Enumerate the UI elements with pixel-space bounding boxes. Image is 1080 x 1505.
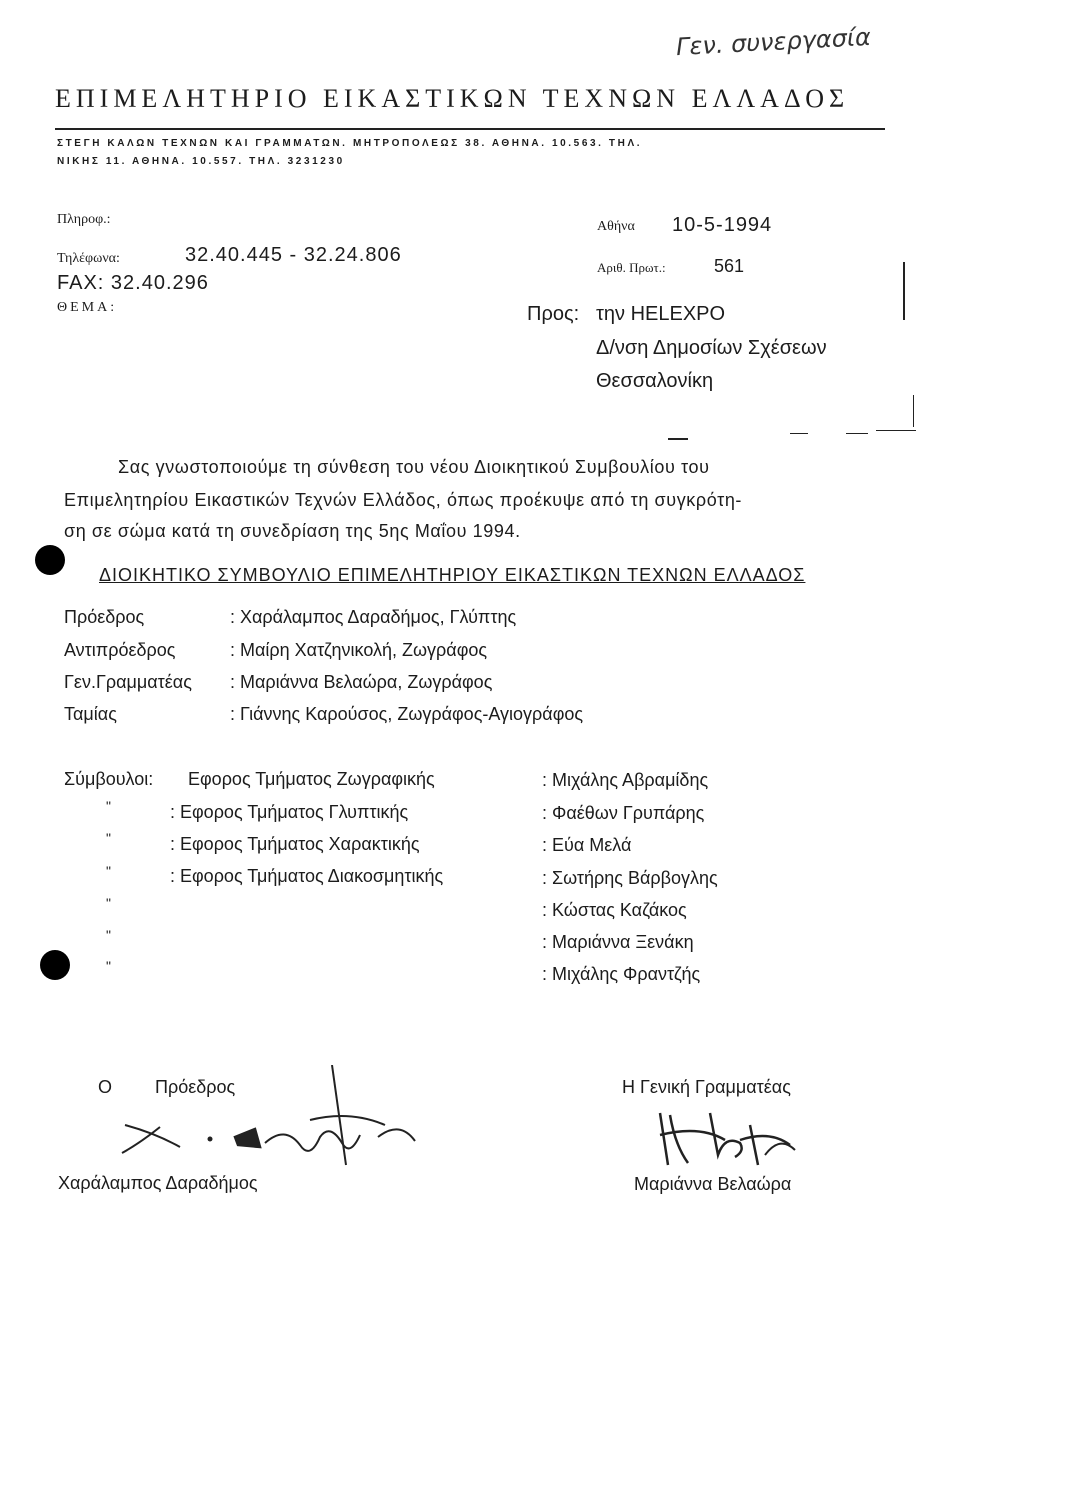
secretary-signature [640,1095,810,1180]
council-member: : Κώστας Καζάκος [542,900,687,920]
recipient-line: Θεσσαλονίκη [596,370,714,392]
ditto-mark: " [106,830,111,846]
president-signature [110,1065,430,1185]
letterhead-rule [55,128,885,130]
council-member: : Μαριάννα Ξενάκη [542,932,694,952]
punch-hole-mark [40,950,70,980]
body-paragraph-line: ση σε σώμα κατά τη συνεδρίαση της 5ης Μαΐου 1994. [64,521,521,541]
signatory-name-right: Μαριάννα Βελαώρα [634,1174,792,1194]
recipient-line: την HELEXPO [596,303,726,325]
officer-name: : Μαριάννα Βελαώρα, Ζωγράφος [230,672,493,692]
address-window-mark [790,433,808,434]
officer-role: Ταμίας [64,704,117,724]
ditto-mark: " [106,927,111,943]
body-paragraph-line: Επιμελητηρίου Εικαστικών Τεχνών Ελλάδος, όπως προέκυψε από τη συγκρότη- [64,490,743,510]
subject-label: ΘΕΜΑ: [57,300,118,315]
ditto-mark: " [106,863,111,879]
council-department: : Εφορος Τμήματος Χαρακτικής [170,834,420,854]
address-window-mark [913,395,914,427]
council-department: : Εφορος Τμήματος Διακοσμητικής [170,866,444,886]
council-member: : Μιχάλης Αβραμίδης [542,770,709,790]
officer-name: : Γιάννης Καρούσος, Ζωγράφος-Αγιογράφος [230,704,584,724]
phone-label: Τηλέφωνα: [57,251,120,266]
ditto-mark: " [106,895,111,911]
address-window-mark [903,262,905,320]
council-member: : Εύα Μελά [542,835,632,855]
council-member: : Φαέθων Γρυπάρης [542,803,705,823]
board-title: ΔΙΟΙΚΗΤΙΚΟ ΣΥΜΒΟΥΛΙΟ ΕΠΙΜΕΛΗΤΗΡΙΟΥ ΕΙΚΑΣΤΙΚΩΝ ΤΕΧΝΩΝ ΕΛΛΑΔΟΣ [99,565,806,585]
recipient-label: Προς: [527,303,580,325]
officer-name: : Χαράλαμπος Δαραδήμος, Γλύπτης [230,607,517,627]
recipient-line: Δ/νση Δημοσίων Σχέσεων [596,337,827,359]
officer-role: Αντιπρόεδρος [64,640,176,660]
handwritten-note: Γεν. συνεργασία [675,22,872,62]
address-window-mark [876,430,916,431]
letterhead-address-line-2: ΝΙΚΗΣ 11. ΑΘΗΝΑ. 10.557. ΤΗΛ. 3231230 [57,156,345,167]
signatory-title-article: Ο [98,1077,113,1097]
letterhead-address-line-1: ΣΤΕΓΗ ΚΑΛΩΝ ΤΕΧΝΩΝ ΚΑΙ ΓΡΑΜΜΑΤΩΝ. ΜΗΤΡΟΠΟΛΕΩΣ 38. ΑΘΗΝΑ. 10.563. ΤΗΛ. [57,138,643,149]
council-member: : Μιχάλης Φραντζής [542,964,701,984]
punch-hole-mark [35,545,65,575]
officer-role: Πρόεδρος [64,607,145,627]
organization-name: ΕΠΙΜΕΛΗΤΗΡΙΟ ΕΙΚΑΣΤΙΚΩΝ ΤΕΧΝΩΝ ΕΛΛΑΔΟΣ [55,84,850,113]
address-window-mark [846,433,868,434]
council-department: : Εφορος Τμήματος Γλυπτικής [170,802,409,822]
info-label: Πληροφ.: [57,212,111,227]
council-department: Εφορος Τμήματος Ζωγραφικής [188,769,435,789]
officer-name: : Μαίρη Χατζηνικολή, Ζωγράφος [230,640,488,660]
reference-number: 561 [714,256,745,276]
body-paragraph-line: Σας γνωστοποιούμε τη σύνθεση του νέου Διοικητικού Συμβουλίου του [118,457,710,477]
city-label: Αθήνα [597,219,635,234]
ditto-mark: " [106,958,111,974]
address-window-mark [668,438,688,440]
reference-label: Αριθ. Πρωτ.: [597,260,666,275]
phone-value: 32.40.445 - 32.24.806 [185,244,402,266]
signatory-name-left: Χαράλαμπος Δαραδήμος [58,1173,258,1193]
fax-number: FAX: 32.40.296 [57,272,209,294]
ditto-mark: " [106,798,111,814]
letter-date: 10-5-1994 [672,214,773,236]
officer-role: Γεν.Γραμματέας [64,672,192,692]
council-label: Σύμβουλοι: [64,769,154,789]
signatory-title-right: Η Γενική Γραμματέας [622,1077,791,1097]
signatory-title-left: Πρόεδρος [155,1077,236,1097]
council-member: : Σωτήρης Βάρβογλης [542,868,718,888]
